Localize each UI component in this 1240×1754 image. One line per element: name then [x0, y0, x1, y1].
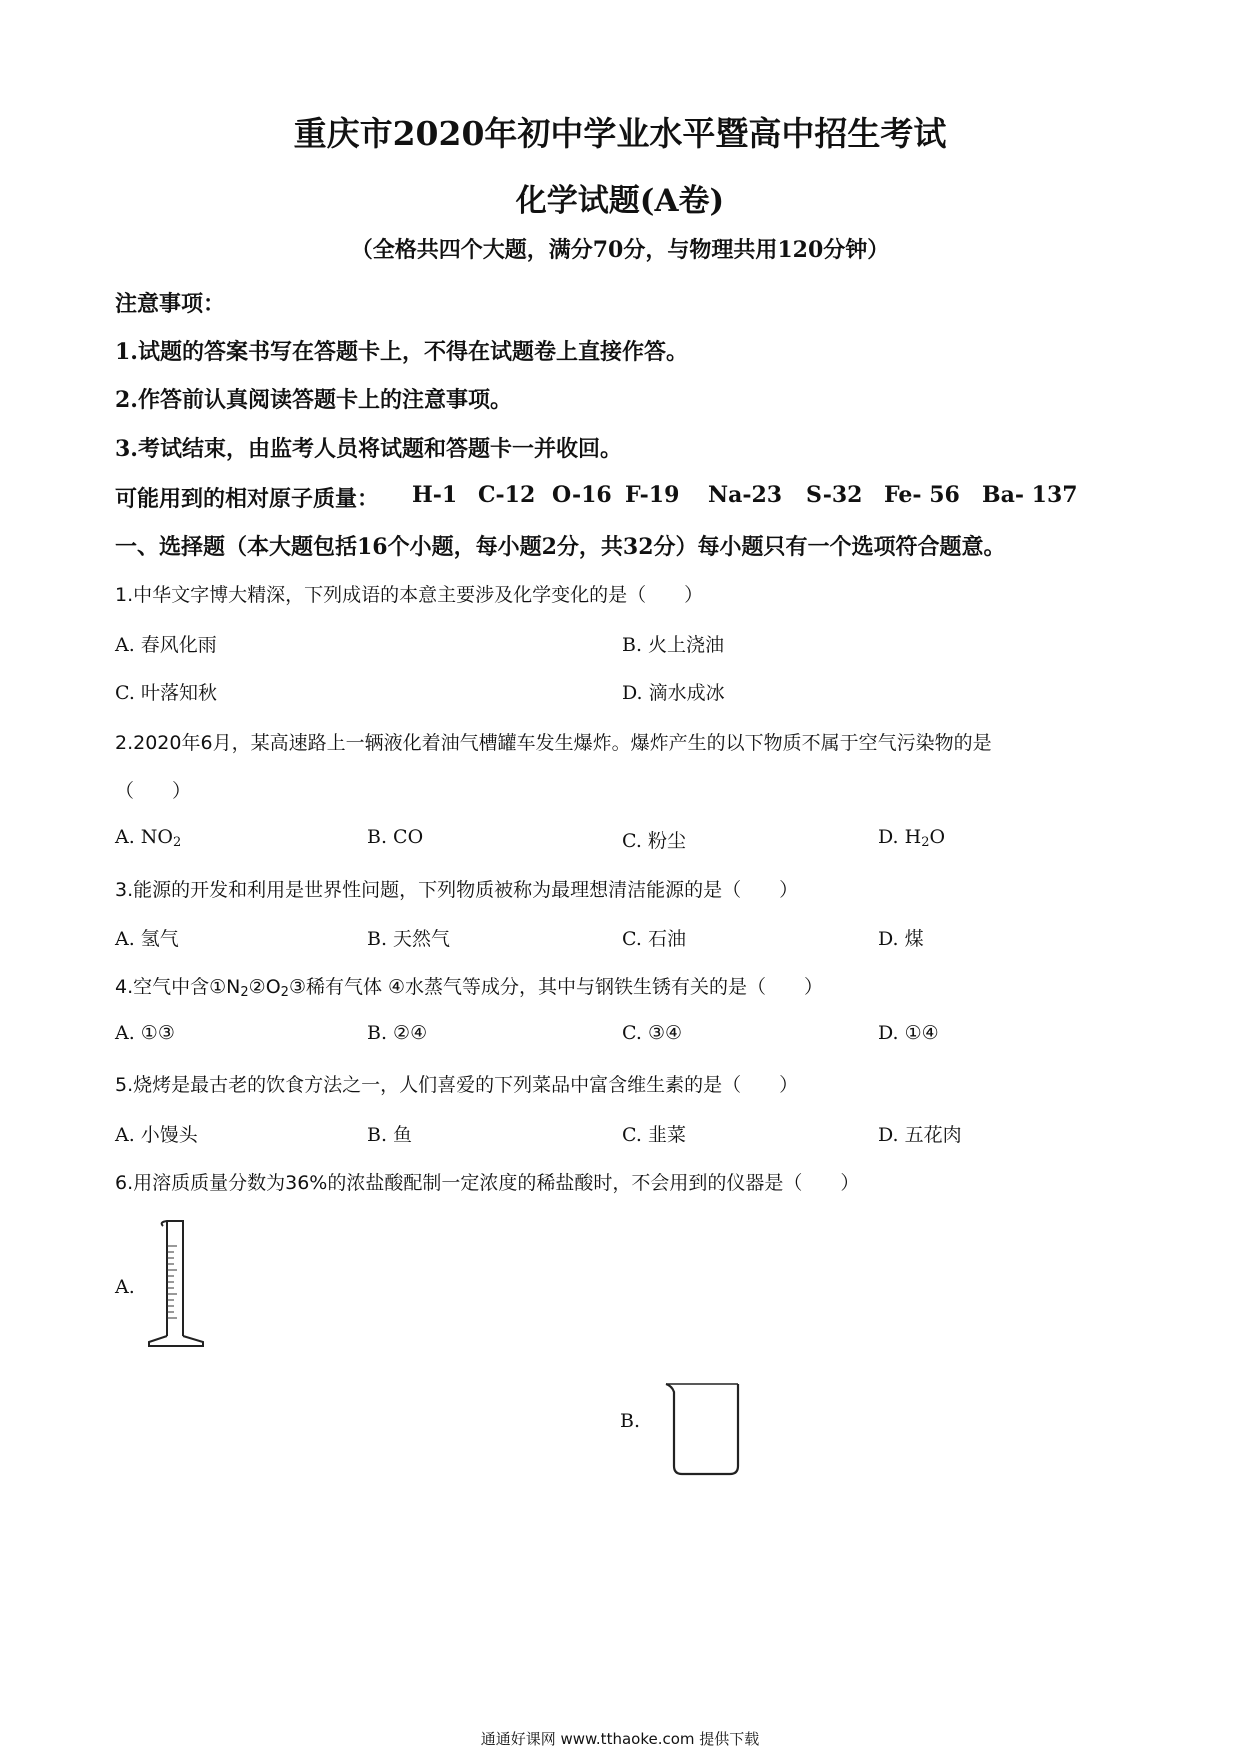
question-1-stem: 1.中华文字博大精深，下列成语的本意主要涉及化学变化的是（ ）: [115, 584, 704, 606]
question-3-option-b: B. 天然气: [367, 928, 451, 950]
exam-subtitle: 化学试题(A卷): [515, 183, 725, 219]
question-6-option-b: B.: [620, 1410, 641, 1432]
question-5-option-d: D. 五花肉: [878, 1124, 962, 1146]
question-6-option-a: A.: [115, 1276, 135, 1298]
question-5-option-b: B. 鱼: [367, 1124, 413, 1146]
atomic-mass-na: Na-23: [708, 482, 783, 508]
atomic-mass-f: F-19: [625, 482, 680, 508]
question-3-option-d: D. 煤: [878, 928, 924, 950]
question-4-option-b: B. ②④: [367, 1022, 428, 1044]
question-1-option-c: C. 叶落知秋: [115, 682, 217, 704]
question-2-stem: 2.2020年6月，某高速路上一辆液化着油气槽罐车发生爆炸。爆炸产生的以下物质不属于空气污染物的是: [115, 732, 992, 754]
atomic-mass-label: 可能用到的相对原子质量：: [115, 486, 380, 512]
atomic-mass-fe: Fe- 56: [884, 482, 960, 508]
question-2-option-c: C. 粉尘: [622, 830, 686, 852]
question-2-option-a: A. $NO_2$: [115, 826, 182, 850]
footer-credit: 通通好课网 www.tthaoke.com 提供下载: [480, 1730, 760, 1748]
question-2-option-b: B. CO: [367, 826, 424, 848]
question-6-stem: 6.用溶质质量分数为36%的浓盐酸配制一定浓度的稀盐酸时，不会用到的仪器是（ ）: [115, 1172, 860, 1194]
exam-title: 重庆市2020年初中学业水平暨高中招生考试: [293, 114, 947, 153]
atomic-mass-s: S-32: [806, 482, 863, 508]
exam-scope: （全格共四个大题，满分70分，与物理共用120分钟）: [350, 237, 890, 263]
question-3-option-c: C. 石油: [622, 928, 686, 950]
atomic-mass-c: C-12: [478, 482, 536, 508]
question-4-option-d: D. ①④: [878, 1022, 939, 1044]
beaker-icon: [660, 1378, 750, 1478]
question-1-option-d: D. 滴水成冰: [622, 682, 725, 704]
question-2-stem-continued: （ ）: [115, 780, 192, 802]
note-item-2: 2.作答前认真阅读答题卡上的注意事项。: [115, 387, 512, 413]
question-5-option-c: C. 韭菜: [622, 1124, 686, 1146]
question-4-stem: 4.空气中含$①N_2②O_2③$稀有气体 ④水蒸气等成分，其中与钢铁生锈有关的是（ ）: [115, 976, 824, 1000]
question-5-option-a: A. 小馒头: [115, 1124, 198, 1146]
question-3-stem: 3.能源的开发和利用是世界性问题，下列物质被称为最理想清洁能源的是（ ）: [115, 879, 799, 901]
question-4-option-c: C. ③④: [622, 1022, 683, 1044]
question-5-stem: 5.烧烤是最古老的饮食方法之一，人们喜爱的下列菜品中富含维生素的是（ ）: [115, 1074, 799, 1096]
question-3-option-a: A. 氢气: [115, 928, 179, 950]
notes-heading: 注意事项：: [115, 291, 226, 317]
note-item-3: 3.考试结束，由监考人员将试题和答题卡一并收回。: [115, 436, 622, 462]
atomic-mass-o: O-16: [552, 482, 612, 508]
note-item-1: 1.试题的答案书写在答题卡上，不得在试题卷上直接作答。: [115, 339, 688, 365]
section-1-heading: 一、选择题（本大题包括16个小题，每小题2分，共32分）每小题只有一个选项符合题意。: [115, 534, 1006, 560]
atomic-mass-ba: Ba- 137: [982, 482, 1078, 508]
atomic-mass-h: H-1: [412, 482, 458, 508]
question-1-option-b: B. 火上浇油: [622, 634, 725, 656]
question-2-option-d: D. $H_2O$: [878, 826, 946, 850]
graduated-cylinder-icon: [145, 1218, 210, 1348]
question-4-option-a: A. ①③: [115, 1022, 175, 1044]
question-1-option-a: A. 春风化雨: [115, 634, 217, 656]
